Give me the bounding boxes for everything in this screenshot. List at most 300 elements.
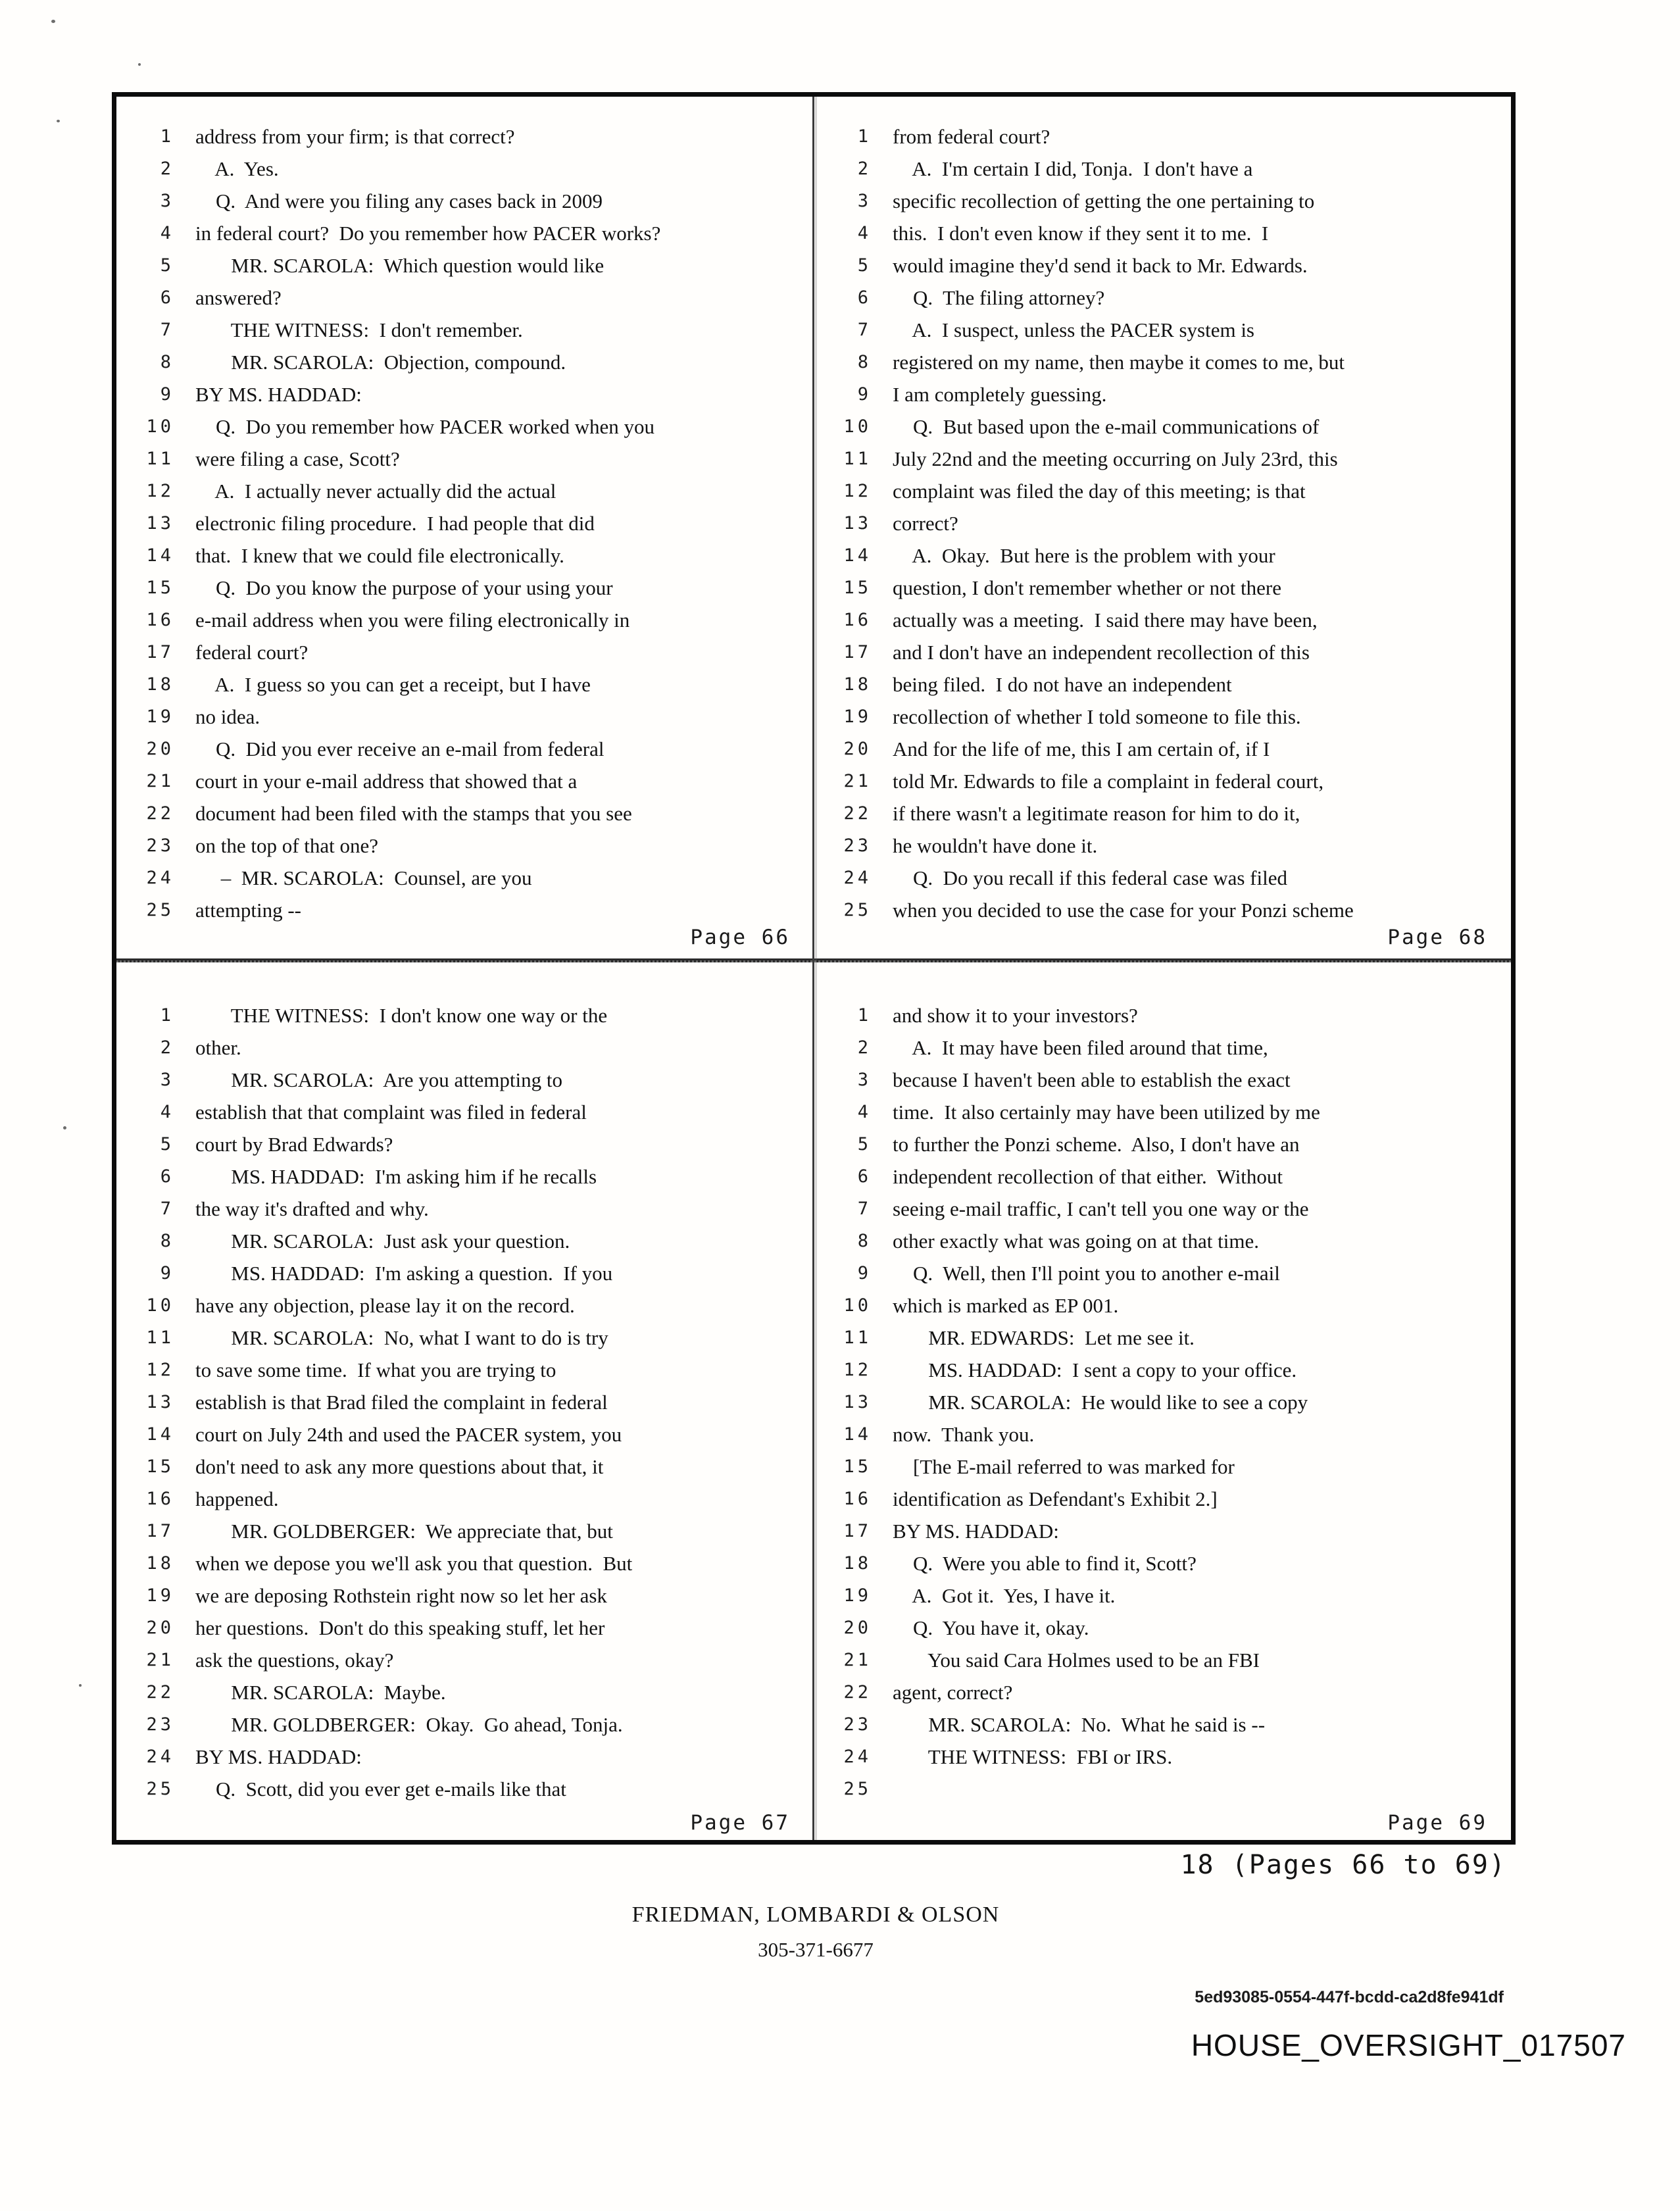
line-number: 9 [857, 384, 872, 405]
line-number: 10 [843, 416, 872, 437]
line-text: MR. GOLDBERGER: We appreciate that, but [195, 1520, 613, 1543]
transcript-line [814, 475, 1511, 507]
line-number: 5 [857, 255, 872, 276]
transcript-line [814, 1257, 1511, 1289]
line-text: MR. SCAROLA: Just ask your question. [195, 1230, 570, 1253]
transcript-line [116, 894, 814, 926]
transcript-line [814, 830, 1511, 862]
transcript-line [814, 443, 1511, 475]
page-number-label: Page 66 [690, 926, 790, 949]
line-number: 20 [843, 1618, 872, 1638]
line-number: 14 [146, 545, 174, 566]
line-text: on the top of that one? [195, 834, 379, 857]
transcript-line [814, 507, 1511, 539]
line-text: MR. SCAROLA: He would like to see a copy [893, 1391, 1308, 1414]
transcript-line [814, 1483, 1511, 1515]
line-text: THE WITNESS: I don't remember. [195, 318, 523, 341]
transcript-line [116, 765, 814, 797]
line-number: 22 [146, 803, 174, 824]
line-number: 13 [146, 513, 174, 534]
line-text: to save some time. If what you are trying to [195, 1358, 556, 1381]
transcript-line [116, 249, 814, 282]
line-number: 22 [146, 1682, 174, 1702]
line-text: Q. Well, then I'll point you to another e-mail [893, 1262, 1280, 1285]
line-number: 11 [146, 449, 174, 469]
line-text: address from your firm; is that correct? [195, 125, 515, 148]
line-number: 5 [160, 255, 174, 276]
transcript-line [116, 1773, 814, 1805]
transcript-line [116, 572, 814, 604]
transcript-line [116, 1289, 814, 1322]
transcript-line [814, 1773, 1511, 1805]
line-text: this. I don't even know if they sent it to me. I [893, 222, 1269, 245]
line-text: attempting -- [195, 899, 301, 922]
line-number: 8 [160, 352, 174, 372]
line-number: 6 [857, 287, 872, 308]
line-text: A. I'm certain I did, Tonja. I don't have a [893, 157, 1253, 180]
line-number: 9 [160, 384, 174, 405]
line-text: correct? [893, 512, 958, 535]
line-number: 4 [857, 223, 872, 243]
court-reporter-firm: FRIEDMAN, LOMBARDI & OLSON [631, 1902, 1000, 1927]
line-text: MR. GOLDBERGER: Okay. Go ahead, Tonja. [195, 1713, 623, 1736]
line-text: Q. Do you know the purpose of your using your [195, 576, 613, 599]
line-number: 7 [160, 320, 174, 340]
line-number: 2 [160, 159, 174, 179]
line-number: 21 [146, 1650, 174, 1670]
line-text: Q. Do you remember how PACER worked when you [195, 415, 655, 438]
transcript-line [814, 668, 1511, 701]
line-number: 11 [843, 1328, 872, 1348]
line-number: 24 [146, 868, 174, 888]
transcript-line [116, 1418, 814, 1451]
line-text: THE WITNESS: FBI or IRS. [893, 1745, 1173, 1768]
quadrant-page-69 [814, 962, 1511, 1840]
line-text: happened. [195, 1487, 279, 1510]
transcript-line [814, 120, 1511, 153]
line-number: 16 [146, 610, 174, 630]
line-text: MS. HADDAD: I sent a copy to your office. [893, 1358, 1297, 1381]
transcript-line [116, 1225, 814, 1257]
line-number: 21 [843, 1650, 872, 1670]
transcript-line [814, 862, 1511, 894]
transcript-line [814, 1418, 1511, 1451]
line-number: 19 [146, 1585, 174, 1606]
line-text: I am completely guessing. [893, 383, 1107, 406]
transcript-line [116, 862, 814, 894]
line-text: we are deposing Rothstein right now so let her ask [195, 1584, 607, 1607]
page-number-label: Page 68 [1387, 926, 1487, 949]
line-number: 4 [160, 1102, 174, 1122]
line-text: Q. You have it, okay. [893, 1616, 1089, 1639]
transcript-line [116, 1031, 814, 1064]
line-text: MS. HADDAD: I'm asking him if he recalls [195, 1165, 597, 1188]
transcript-line [814, 733, 1511, 765]
line-text: time. It also certainly may have been utilized by me [893, 1101, 1320, 1124]
line-number: 18 [146, 1553, 174, 1574]
transcript-grid [112, 92, 1516, 1845]
line-number: 14 [843, 545, 872, 566]
line-number: 6 [160, 287, 174, 308]
line-text: ask the questions, okay? [195, 1649, 394, 1672]
transcript-line [116, 1257, 814, 1289]
page-number-label: Page 67 [690, 1811, 790, 1835]
line-text: court on July 24th and used the PACER system, you [195, 1423, 622, 1446]
court-reporter-phone: 305-371-6677 [758, 1938, 874, 1961]
line-text: being filed. I do not have an independent [893, 673, 1232, 696]
line-number: 9 [857, 1263, 872, 1283]
transcript-line [814, 1741, 1511, 1773]
line-text: Q. The filing attorney? [893, 286, 1105, 309]
line-number: 23 [843, 835, 872, 856]
line-number: 4 [160, 223, 174, 243]
line-text: e-mail address when you were filing electronically in [195, 609, 630, 632]
line-number: 21 [843, 771, 872, 791]
line-number: 21 [146, 771, 174, 791]
line-number: 7 [857, 1199, 872, 1219]
line-text: actually was a meeting. I said there may have been, [893, 609, 1318, 632]
transcript-line [116, 701, 814, 733]
transcript-line [814, 999, 1511, 1031]
line-text: recollection of whether I told someone to file this. [893, 705, 1301, 728]
line-text: her questions. Don't do this speaking stuff, let her [195, 1616, 605, 1639]
transcript-line [814, 701, 1511, 733]
transcript-line [814, 1612, 1511, 1644]
transcript-lines [116, 962, 814, 1805]
line-number: 7 [160, 1199, 174, 1219]
line-number: 22 [843, 803, 872, 824]
line-number: 6 [160, 1166, 174, 1187]
line-number: 19 [843, 707, 872, 727]
line-number: 15 [146, 578, 174, 598]
transcript-line [814, 1160, 1511, 1193]
line-text: BY MS. HADDAD: [195, 383, 362, 406]
transcript-line [814, 1676, 1511, 1708]
line-text: he wouldn't have done it. [893, 834, 1098, 857]
line-number: 8 [160, 1231, 174, 1251]
transcript-line [116, 1579, 814, 1612]
transcript-line [116, 1322, 814, 1354]
line-number: 17 [146, 642, 174, 662]
line-number: 3 [857, 1070, 872, 1090]
transcript-line [814, 1579, 1511, 1612]
transcript-line [116, 797, 814, 830]
line-number: 13 [843, 513, 872, 534]
line-text: if there wasn't a legitimate reason for him to do it, [893, 802, 1300, 825]
line-text: MR. SCAROLA: Maybe. [195, 1681, 446, 1704]
line-number: 2 [160, 1037, 174, 1058]
line-text: MR. SCAROLA: No, what I want to do is try [195, 1326, 608, 1349]
transcript-line [814, 604, 1511, 636]
line-number: 19 [843, 1585, 872, 1606]
transcript-line [814, 346, 1511, 378]
line-number: 1 [160, 1005, 174, 1026]
line-number: 4 [857, 1102, 872, 1122]
line-text: identification as Defendant's Exhibit 2.] [893, 1487, 1218, 1510]
transcript-lines [814, 962, 1511, 1805]
transcript-line [116, 1160, 814, 1193]
line-number: 17 [146, 1521, 174, 1541]
line-text: independent recollection of that either. Without [893, 1165, 1283, 1188]
transcript-line [814, 1128, 1511, 1160]
transcript-line [814, 1451, 1511, 1483]
line-text: Q. Did you ever receive an e-mail from federal [195, 737, 605, 760]
line-number: 1 [857, 1005, 872, 1026]
line-number: 1 [857, 126, 872, 147]
line-number: 15 [146, 1456, 174, 1477]
page-number-label: Page 69 [1387, 1811, 1487, 1835]
transcript-line [116, 153, 814, 185]
line-number: 10 [146, 416, 174, 437]
transcript-line [116, 120, 814, 153]
transcript-line [814, 217, 1511, 249]
quadrant-page-67 [116, 962, 814, 1840]
quadrant-page-66 [116, 97, 814, 958]
line-number: 20 [146, 739, 174, 759]
line-number: 24 [843, 868, 872, 888]
transcript-line [116, 1128, 814, 1160]
line-text: and I don't have an independent recollection of this [893, 641, 1310, 664]
line-text: MR. SCAROLA: Are you attempting to [195, 1068, 562, 1091]
line-number: 9 [160, 1263, 174, 1283]
line-text: federal court? [195, 641, 309, 664]
scan-artifact [51, 20, 55, 23]
transcript-line [814, 185, 1511, 217]
transcript-line [814, 1193, 1511, 1225]
transcript-line [116, 314, 814, 346]
line-number: 16 [146, 1489, 174, 1509]
line-text: MS. HADDAD: I'm asking a question. If you [195, 1262, 613, 1285]
line-number: 16 [843, 1489, 872, 1509]
transcript-line [116, 507, 814, 539]
transcript-line [116, 1644, 814, 1676]
transcript-line [116, 185, 814, 217]
line-text: in federal court? Do you remember how PACER works? [195, 222, 661, 245]
transcript-line [116, 999, 814, 1031]
scan-artifact [57, 120, 60, 122]
line-text: seeing e-mail traffic, I can't tell you one way or the [893, 1197, 1309, 1220]
line-text: when we depose you we'll ask you that question. But [195, 1552, 633, 1575]
line-text: A. I actually never actually did the actual [195, 480, 556, 503]
line-text: Q. But based upon the e-mail communications of [893, 415, 1320, 438]
transcript-line [814, 572, 1511, 604]
transcript-line [814, 1547, 1511, 1579]
line-text: court in your e-mail address that showed that a [195, 770, 578, 793]
line-text: from federal court? [893, 125, 1050, 148]
transcript-line [116, 1451, 814, 1483]
line-number: 23 [843, 1714, 872, 1735]
line-text: THE WITNESS: I don't know one way or the [195, 1004, 608, 1027]
line-text: document had been filed with the stamps that you see [195, 802, 632, 825]
line-text: registered on my name, then maybe it comes to me, but [893, 351, 1345, 374]
transcript-line [116, 1193, 814, 1225]
line-number: 8 [857, 1231, 872, 1251]
line-text: MR. SCAROLA: No. What he said is -- [893, 1713, 1266, 1736]
line-number: 10 [843, 1295, 872, 1316]
line-number: 10 [146, 1295, 174, 1316]
line-number: 25 [843, 1779, 872, 1799]
transcript-lines [814, 97, 1511, 926]
line-text: A. Okay. But here is the problem with your [893, 544, 1275, 567]
line-number: 12 [146, 1360, 174, 1380]
transcript-line [116, 733, 814, 765]
transcript-line [116, 346, 814, 378]
transcript-line [116, 1515, 814, 1547]
transcript-line [814, 249, 1511, 282]
transcript-line [116, 830, 814, 862]
transcript-line [814, 765, 1511, 797]
line-number: 18 [843, 674, 872, 695]
line-text: were filing a case, Scott? [195, 447, 400, 470]
transcript-line [116, 410, 814, 443]
scan-artifact [79, 1684, 82, 1687]
transcript-line [814, 1386, 1511, 1418]
line-text: Q. Were you able to find it, Scott? [893, 1552, 1197, 1575]
bates-number: HOUSE_OVERSIGHT_017507 [1191, 2028, 1626, 2062]
line-number: 6 [857, 1166, 872, 1187]
line-number: 12 [843, 481, 872, 501]
line-number: 13 [843, 1392, 872, 1412]
transcript-line [116, 1483, 814, 1515]
line-text: now. Thank you. [893, 1423, 1035, 1446]
quadrant-page-68 [814, 97, 1511, 958]
line-number: 16 [843, 610, 872, 630]
transcript-line [116, 443, 814, 475]
scan-artifact [63, 1126, 66, 1130]
line-number: 2 [857, 1037, 872, 1058]
transcript-line [814, 1289, 1511, 1322]
line-text: Q. Do you recall if this federal case was filed [893, 866, 1287, 889]
transcript-line [814, 539, 1511, 572]
line-text: question, I don't remember whether or not there [893, 576, 1281, 599]
line-number: 25 [146, 1779, 174, 1799]
transcript-line [116, 1064, 814, 1096]
line-number: 15 [843, 578, 872, 598]
line-text: MR. EDWARDS: Let me see it. [893, 1326, 1195, 1349]
transcript-line [116, 1547, 814, 1579]
transcript-line [814, 797, 1511, 830]
line-text: electronic filing procedure. I had people that did [195, 512, 595, 535]
line-number: 19 [146, 707, 174, 727]
line-number: 3 [160, 1070, 174, 1090]
transcript-line [814, 1515, 1511, 1547]
transcript-line [116, 378, 814, 410]
line-number: 24 [146, 1747, 174, 1767]
line-text: Q. Scott, did you ever get e-mails like that [195, 1777, 566, 1801]
transcript-line [116, 1354, 814, 1386]
line-text: BY MS. HADDAD: [195, 1745, 362, 1768]
line-number: 22 [843, 1682, 872, 1702]
transcript-line [116, 668, 814, 701]
transcript-line [116, 282, 814, 314]
transcript-line [814, 1031, 1511, 1064]
line-number: 15 [843, 1456, 872, 1477]
transcript-lines [116, 97, 814, 926]
transcript-line [814, 378, 1511, 410]
line-text: And for the life of me, this I am certain of, if I [893, 737, 1270, 760]
line-number: 20 [843, 739, 872, 759]
line-number: 7 [857, 320, 872, 340]
line-number: 1 [160, 126, 174, 147]
transcript-line [116, 217, 814, 249]
transcript-line [814, 314, 1511, 346]
line-number: 18 [843, 1553, 872, 1574]
line-text: – MR. SCAROLA: Counsel, are you [195, 866, 532, 889]
line-text: agent, correct? [893, 1681, 1013, 1704]
line-text: establish that that complaint was filed in federal [195, 1101, 587, 1124]
sheet-page-range: 18 (Pages 66 to 69) [1180, 1850, 1506, 1880]
transcript-line [116, 1612, 814, 1644]
line-text: MR. SCAROLA: Objection, compound. [195, 351, 566, 374]
line-number: 3 [857, 191, 872, 211]
line-text: establish is that Brad filed the complaint in federal [195, 1391, 608, 1414]
line-text: A. It may have been filed around that time, [893, 1036, 1268, 1059]
line-number: 14 [146, 1424, 174, 1445]
line-number: 24 [843, 1747, 872, 1767]
transcript-line [116, 636, 814, 668]
transcript-line [814, 1225, 1511, 1257]
line-number: 25 [146, 900, 174, 920]
transcript-line [814, 282, 1511, 314]
line-text: A. Yes. [195, 157, 279, 180]
line-text: would imagine they'd send it back to Mr. Edwards. [893, 254, 1308, 277]
line-text: have any objection, please lay it on the record. [195, 1294, 575, 1317]
line-text: and show it to your investors? [893, 1004, 1138, 1027]
line-number: 2 [857, 159, 872, 179]
line-text: MR. SCAROLA: Which question would like [195, 254, 605, 277]
line-text: Q. And were you filing any cases back in 2009 [195, 189, 603, 212]
line-number: 12 [843, 1360, 872, 1380]
line-text: A. I guess so you can get a receipt, but I have [195, 673, 591, 696]
transcript-line [814, 1322, 1511, 1354]
line-text [872, 1773, 893, 1805]
transcript-line [814, 1064, 1511, 1096]
line-text: July 22nd and the meeting occurring on July 23rd, this [893, 447, 1338, 470]
line-number: 17 [843, 1521, 872, 1541]
document-id: 5ed93085-0554-447f-bcdd-ca2d8fe941df [1195, 1988, 1504, 2006]
line-number: 5 [857, 1134, 872, 1155]
line-text: which is marked as EP 001. [893, 1294, 1119, 1317]
line-number: 11 [843, 449, 872, 469]
line-text: specific recollection of getting the one pertaining to [893, 189, 1315, 212]
transcript-line [116, 475, 814, 507]
transcript-line [116, 604, 814, 636]
transcript-line [814, 1354, 1511, 1386]
line-text: to further the Ponzi scheme. Also, I don't have an [893, 1133, 1300, 1156]
transcript-line [116, 1741, 814, 1773]
line-text: complaint was filed the day of this meeting; is that [893, 480, 1306, 503]
transcript-line [116, 539, 814, 572]
line-number: 8 [857, 352, 872, 372]
line-number: 20 [146, 1618, 174, 1638]
transcript-line [814, 410, 1511, 443]
transcript-line [116, 1708, 814, 1741]
transcript-line [814, 1708, 1511, 1741]
line-text: A. I suspect, unless the PACER system is [893, 318, 1254, 341]
transcript-line [116, 1096, 814, 1128]
line-text: told Mr. Edwards to file a complaint in federal court, [893, 770, 1324, 793]
line-text: court by Brad Edwards? [195, 1133, 393, 1156]
line-text: [The E-mail referred to was marked for [893, 1455, 1235, 1478]
transcript-line [814, 1096, 1511, 1128]
transcript-line [814, 1644, 1511, 1676]
line-text: other exactly what was going on at that time. [893, 1230, 1259, 1253]
line-text: the way it's drafted and why. [195, 1197, 429, 1220]
transcript-line [814, 153, 1511, 185]
transcript-line [116, 1676, 814, 1708]
line-number: 23 [146, 835, 174, 856]
line-number: 12 [146, 481, 174, 501]
